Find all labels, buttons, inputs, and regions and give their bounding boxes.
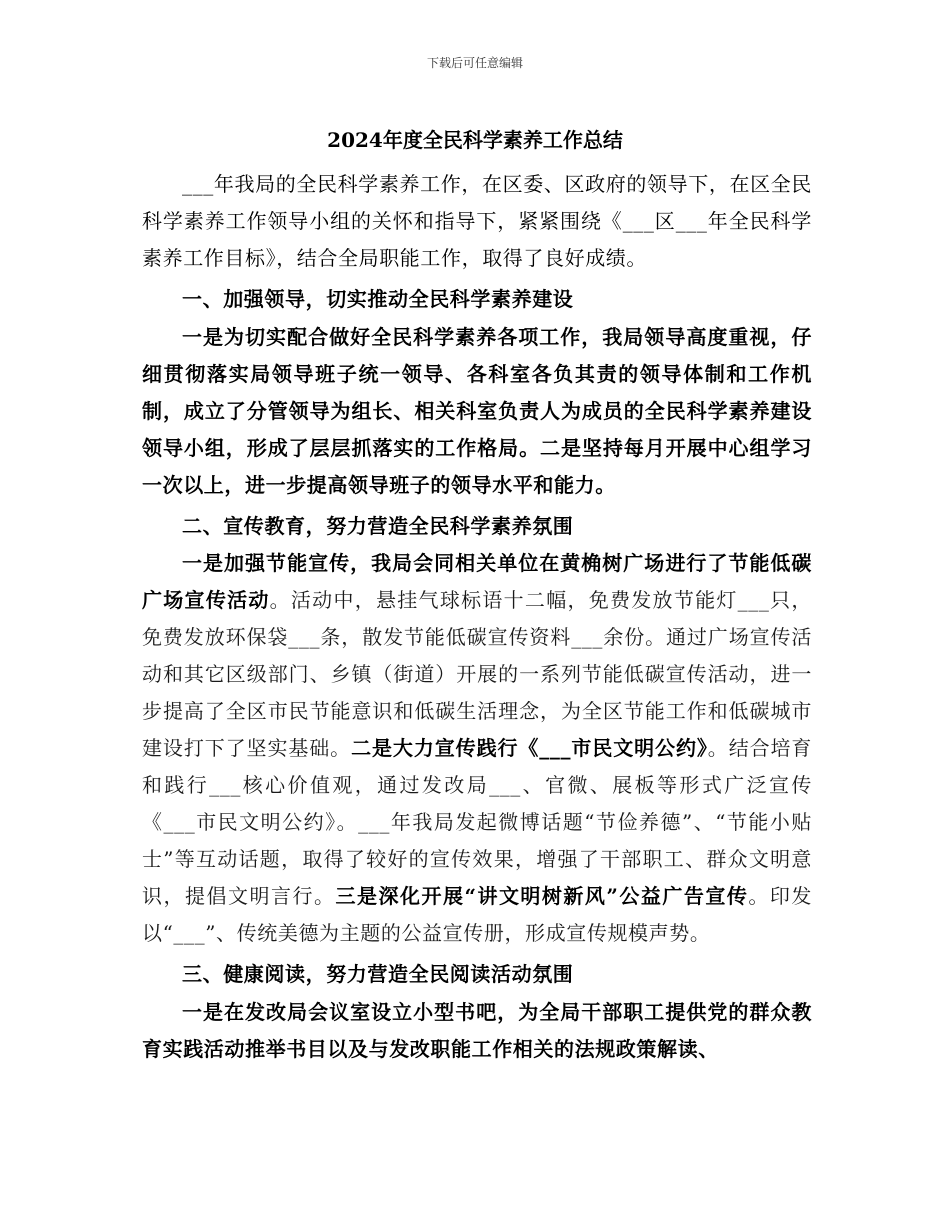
intro-paragraph: ___年我局的全民科学素养工作，在区委、区政府的领导下，在区全民科学素养工作领导小组的关怀和指导下，紧紧围绕《___区___年全民科学素养工作目标》，结合全局职能工作，取得了良好成绩。 xyxy=(142,172,812,270)
section-2-point-3-lead: 三是深化开展“讲文明树新风”公益广告宣传 xyxy=(335,884,749,908)
section-1-paragraph: 一是为切实配合做好全民科学素养各项工作，我局领导高度重视，仔细贯彻落实局领导班子统一领导、各科室各负其责的领导体制和工作机制，成立了分管领导为组长、相关科室负责人为成员的全民科学素养建设领导小组，形成了层层抓落实的工作格局。二是坚持每月开展中心组学习一次以上，进一步提高领导班子的领导水平和能力。 xyxy=(142,324,812,497)
document-title: 2024年度全民科学素养工作总结 xyxy=(327,128,623,152)
section-2-point-2-text: 。结合培育和践行___核心价值观，通过发改局___、官微、展板等形式广泛宣传《___市民文明公约》。___年我局发起微博话题“节俭养德”、“节能小贴士”等互动话题，取得了较好的宣传效果，增强了干部职工、群众文明意识，提倡文明言行。 xyxy=(142,736,813,908)
section-2-paragraph xyxy=(142,545,812,952)
section-3-paragraph: 一是在发改局会议室设立小型书吧，为全局干部职工提供党的群众教育实践活动推举书目以及与发改职能工作相关的法规政策解读、 xyxy=(142,999,812,1061)
section-2-point-2-lead: 二是大力宣传践行《___市民文明公约》 xyxy=(351,736,708,760)
section-2-point-3-text: 。印发以“___”、传统美德为主题的公益宣传册，形成宣传规模声势。 xyxy=(142,884,812,945)
section-3-heading: 三、健康阅读，努力营造全民阅读活动氛围 xyxy=(182,962,574,986)
section-2-point-1-text: 。活动中，悬挂气球标语十二幅，免费发放节能灯___只，免费发放环保袋___条，散发节能低碳宣传资料___余份。通过广场宣传活动和其它区级部门、乡镇（街道）开展的一系列节能低碳宣传活动，进一步提高了全区市民节能意识和低碳生活理念，为全区节能工作和低碳城市建设打下了坚实基础。 xyxy=(142,588,812,760)
document-body xyxy=(142,166,812,1068)
section-2-heading: 二、宣传教育，努力营造全民科学素养氛围 xyxy=(182,513,574,538)
section-1-heading: 一、加强领导，切实推动全民科学素养建设 xyxy=(182,287,574,311)
page-header-note: 下载后可任意编辑 xyxy=(426,56,523,70)
section-2-point-1-lead: 一是加强节能宣传，我局会同相关单位在黄桷树广场进行了节能低碳广场宣传活动 xyxy=(142,551,812,612)
